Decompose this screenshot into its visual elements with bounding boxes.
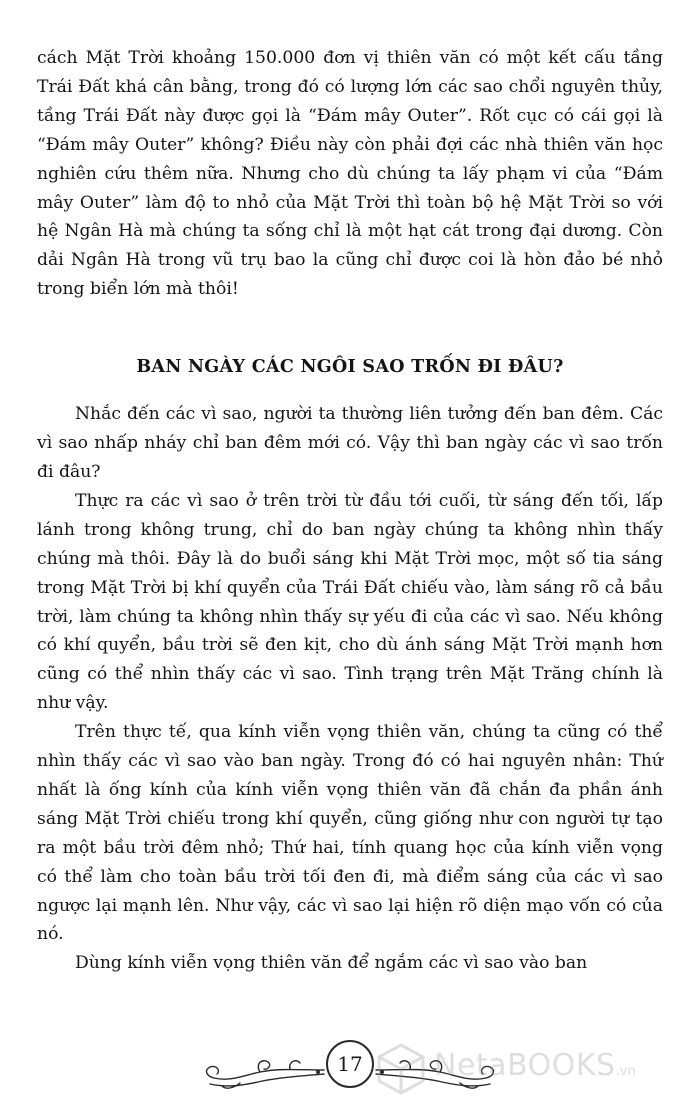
paragraph-1: Nhắc đến các vì sao, người ta thường liên tưởng đến ban đêm. Các vì sao nhấp nháy chỉ ban đêm mới có. Vậy thì ban ngày các vì sao trốn đi đâu? xyxy=(37,404,663,482)
paragraph-2: Thực ra các vì sao ở trên trời từ đầu tới cuối, từ sáng đến tối, lấp lánh trong không trung, chỉ do ban ngày chúng ta không nhìn thấy chúng mà thôi. Đây là do buổi sáng khi Mặt Trời mọc, một số tia sáng trong Mặt Trời bị khí quyển của Trái Đất chiếu vào, làm sáng rõ cả bầu trời, làm chúng ta không nhìn thấy sự yếu đi của các vì sao. Nếu không có khí quyển, bầu trời sẽ đen kịt, cho dù ánh sáng Mặt Trời mạnh hơn cũng có thể nhìn thấy các vì sao. Tình trạng trên Mặt Trăng chính là như vậy. xyxy=(37,490,663,714)
page-content xyxy=(37,44,663,978)
page-number-badge xyxy=(326,1040,374,1088)
watermark xyxy=(372,1036,692,1100)
page-number: 17 xyxy=(337,1052,363,1076)
section-heading: BAN NGÀY CÁC NGÔI SAO TRỐN ĐI ĐÂU? xyxy=(136,357,564,378)
page-footer xyxy=(0,1032,700,1112)
watermark-text xyxy=(434,1048,636,1083)
paragraph-continued: cách Mặt Trời khoảng 150.000 đơn vị thiên văn có một kết cấu tầng Trái Đất khá cân bằng, trong đó có lượng lớn các sao chổi nguyên thủy, tầng Trái Đất này được gọi là “Đám mây Outer”. Rốt cục có cái gọi là “Đám mây Outer” không? Điều này còn phải đợi các nhà thiên văn học nghiên cứu thêm nữa. Nhưng cho dù chúng ta lấy phạm vi của “Đám mây Outer” làm độ to nhỏ của Mặt Trời thì toàn bộ hệ Mặt Trời so với hệ Ngân Hà mà chúng ta sống chỉ là một hạt cát trong đại dương. Còn dải Ngân Hà trong vũ trụ bao la cũng chỉ được coi là hòn đảo bé nhỏ trong biển lớn mà thôi! xyxy=(37,48,663,300)
watermark-brand: NetaBOOKS xyxy=(434,1048,616,1083)
paragraph-3: Trên thực tế, qua kính viễn vọng thiên văn, chúng ta cũng có thể nhìn thấy các vì sao vào ban ngày. Trong đó có hai nguyên nhân: Thứ nhất là ống kính của kính viễn vọng thiên văn đã chắn đa phần ánh sáng Mặt Trời chiếu trong khí quyển, cũng giống như con người tự tạo ra một bầu trời đêm nhỏ; Thứ hai, tính quang học của kính viễn vọng có thể làm cho toàn bầu trời tối đen đi, mà điểm sáng của các vì sao ngược lại mạnh lên. Như vậy, các vì sao lại hiện rõ diện mạo vốn có của nó. xyxy=(37,722,663,945)
paragraph-4: Dùng kính viễn vọng thiên văn để ngắm các vì sao vào ban xyxy=(75,953,588,974)
watermark-cube-icon xyxy=(372,1040,430,1098)
watermark-suffix: .vn xyxy=(615,1064,636,1079)
